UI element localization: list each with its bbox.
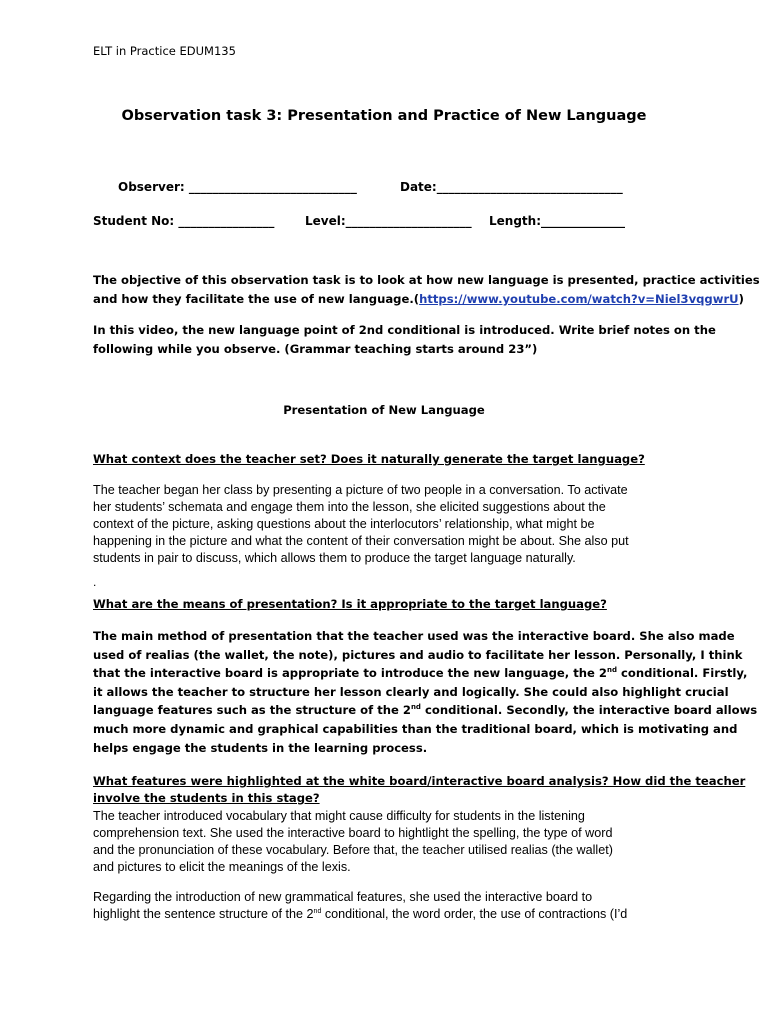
answer-grammar-line	[93, 906, 683, 923]
ordinal-suffix: nd	[313, 907, 322, 915]
answer-means-line	[93, 664, 748, 683]
youtube-link[interactable]: https://www.youtube.com/watch?v=Niel3vqgwrU	[419, 292, 739, 306]
ordinal-suffix: nd	[607, 666, 617, 675]
answer-means-line: much more dynamic and graphical capabilities than the traditional board, which is motivating and	[93, 721, 738, 736]
question-features: What features were highlighted at the white board/interactive board analysis? How did the teacher	[93, 774, 746, 788]
question-means: What are the means of presentation? Is it appropriate to the target language?	[93, 597, 607, 611]
objective-close-paren: )	[738, 292, 744, 306]
answer-means-text: language features such as the structure of the 2	[93, 703, 411, 718]
objective-paragraph	[93, 271, 760, 309]
page-title: Observation task 3: Presentation and Practice of New Language	[121, 108, 647, 124]
course-header: ELT in Practice EDUM135	[93, 44, 236, 58]
answer-features	[93, 808, 683, 876]
question-context: What context does the teacher set? Does it naturally generate the target language?	[93, 452, 645, 466]
date-field: Date:_______________________________	[400, 180, 623, 194]
answer-features-line: and pictures to elicit the meanings of the lexis.	[93, 860, 351, 874]
video-intro-line-2: following while you observe. (Grammar teaching starts around 23”)	[93, 342, 538, 356]
answer-context-line: The teacher began her class by presenting a picture of two people in a conversation. To activate	[93, 483, 628, 497]
answer-context-line: happening in the picture and what the content of their conversation might be about. She also put	[93, 534, 629, 548]
answer-context-line: her students’ schemata and engage them into the lesson, she elicited suggestions about the	[93, 500, 606, 514]
answer-grammar-paragraph	[93, 889, 683, 923]
length-field: Length:______________	[489, 214, 625, 228]
stray-period: .	[93, 575, 97, 589]
answer-context-line: students in pair to discuss, which allows them to produce the target language naturally.	[93, 551, 576, 565]
answer-features-line: The teacher introduced vocabulary that might cause difficulty for students in the listening	[93, 809, 585, 823]
answer-means-line: it allows the teacher to structure her lesson clearly and logically. She could also highlight crucial	[93, 684, 729, 699]
question-features-line-2: involve the students in this stage?	[93, 791, 320, 805]
answer-grammar-text: conditional, the word order, the use of contractions (I’d	[321, 907, 628, 921]
section-heading: Presentation of New Language	[283, 403, 485, 417]
objective-text: and how they facilitate the use of new language.(	[93, 292, 420, 306]
level-field: Level:_____________________	[305, 214, 472, 228]
answer-means-text: conditional. Secondly, the interactive board allows	[420, 703, 758, 718]
ordinal-suffix: nd	[410, 703, 421, 712]
answer-means-line: helps engage the students in the learning process.	[93, 740, 428, 755]
answer-context	[93, 482, 683, 567]
answer-means-line: used of realias (the wallet, the note), pictures and audio to facilitate her lesson. Personally, I think	[93, 647, 743, 662]
observer-field: Observer: ____________________________	[118, 180, 357, 194]
objective-line-2	[93, 290, 744, 309]
answer-means-text: conditional. Firstly,	[617, 666, 748, 681]
answer-grammar-line: Regarding the introduction of new grammatical features, she used the interactive board to	[93, 890, 593, 904]
answer-means	[93, 627, 758, 757]
answer-grammar-text: highlight the sentence structure of the 2	[93, 907, 314, 921]
answer-means-line: The main method of presentation that the teacher used was the interactive board. She also made	[93, 629, 735, 643]
video-intro-line-1: In this video, the new language point of 2nd conditional is introduced. Write brief notes on the	[93, 323, 716, 337]
answer-means-line	[93, 701, 758, 720]
answer-features-line: and the pronunciation of these vocabulary. Before that, the teacher utilised realias (the wallet)	[93, 843, 613, 857]
student-no-field: Student No: ________________	[93, 214, 275, 228]
answer-means-text: that the interactive board is appropriate to introduce the new language, the 2	[93, 666, 607, 681]
answer-context-line: context of the picture, asking questions about the interlocutors’ relationship, what might be	[93, 517, 595, 531]
answer-features-line: comprehension text. She used the interactive board to hightlight the spelling, the type of word	[93, 826, 613, 840]
video-intro-paragraph	[93, 321, 716, 359]
objective-line-1: The objective of this observation task is to look at how new language is presented, practice activities	[93, 273, 760, 287]
